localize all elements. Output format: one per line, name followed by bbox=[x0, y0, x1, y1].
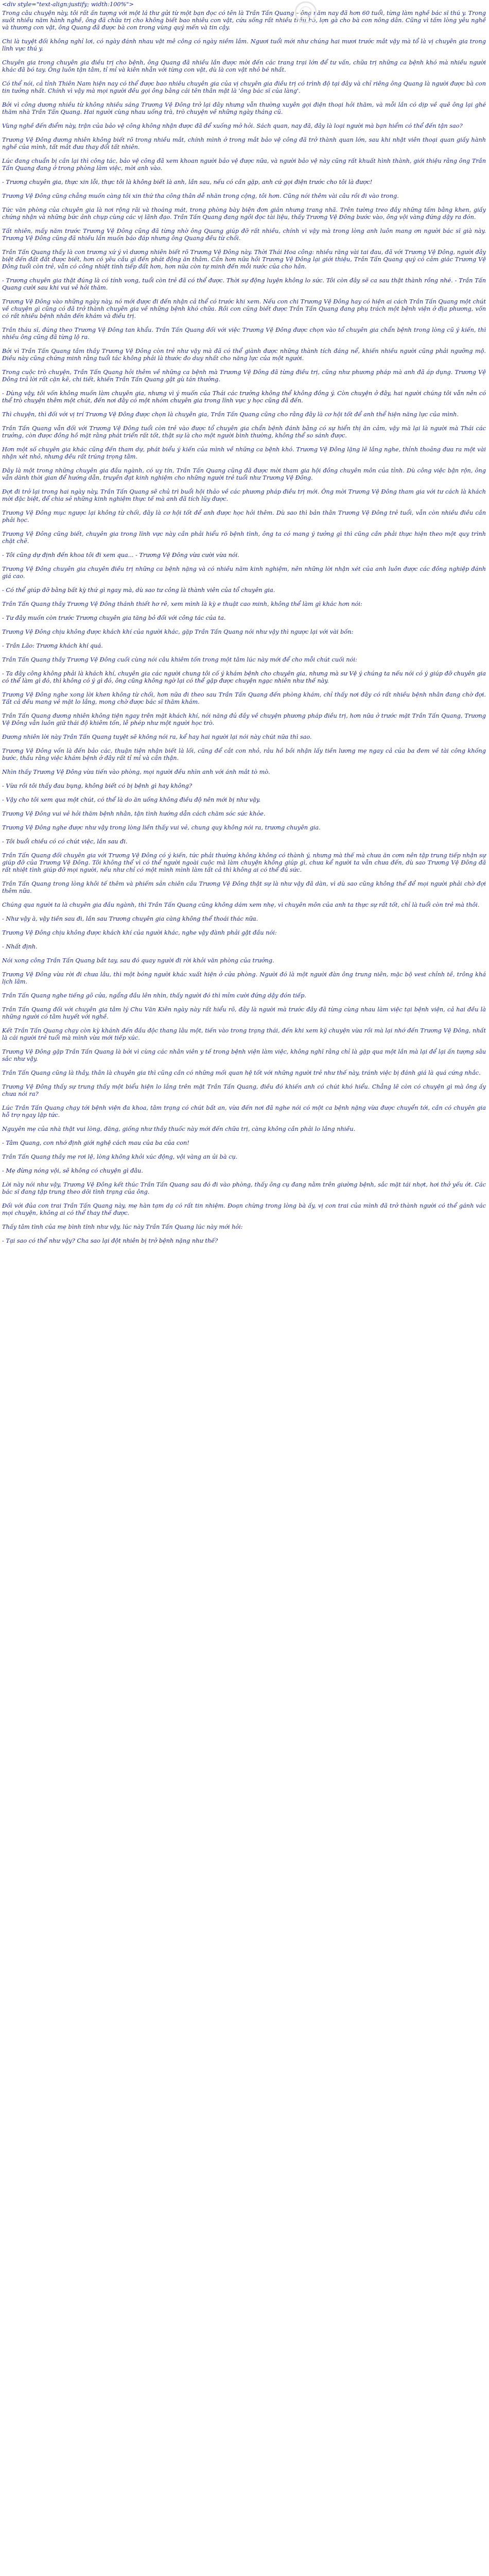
paragraph: - Vừa rồi tôi thấy đau bụng, không biết có bị bệnh gì hay không? bbox=[2, 783, 193, 789]
paragraph: Trần Tấn Quang thầy Trương Vệ Đông cuối cùng nói câu khiêm tốn trong một tâm lúc này mới để cho mỗi chút cuối nói: bbox=[2, 656, 357, 663]
paragraph: Chúng qua người ta là chuyên gia đầu ngành, thì Trần Tấn Quang cũng không dám xem nhẹ, vì chuyên môn của anh ta thực sự rất tốt, chỉ là tuổi còn trẻ mà thôi. bbox=[2, 902, 480, 908]
paragraph: Nói xong công Trần Tấn Quang bắt tay, sau đó quay người đi rời khỏi văn phòng của trưởng. bbox=[2, 957, 274, 964]
paragraph: Lúc Trần Tấn Quang chạy tới bệnh viện đa khoa, tâm trạng có chút bất an, vừa đến nơi đã nghe nói có một ca bệnh nặng vừa được chuyển tới, cần có chuyên gia hỗ trợ ngay lập tức. bbox=[2, 1105, 486, 1118]
paragraph: Đợt đi trở lại trong hai ngày này, Trần Tấn Quang sẽ chủ trì buổi hội thảo về các phương pháp điều trị mới. Ông mời Trương Vệ Đông tham gia với tư cách là khách mời đặc biệt, để chia sẻ những kinh nghiệm thực tế mà anh đã tích lũy được. bbox=[2, 488, 486, 502]
paragraph: - Trương chuyên gia thật đúng là có tính vong, tuổi còn trẻ đã có thể được. Thời sự động luyện không lo sức. Tôi còn đây sẽ ca sau thật thành rồng nhé. - Trần Tấn Quang cười sau khi vui vẻ hỏi thăm. bbox=[2, 277, 486, 291]
paragraph: Lúc đang chuẩn bị cần lại thì công tác, bảo vệ công đã xem khoan người bảo vệ được nữa, và người bảo vệ này cũng rất khuất hình thành, giới thiệu rằng ông Trần Tấn Quang đang ở trong phòng làm việc, mời anh vào. bbox=[2, 158, 486, 172]
paragraph: Trần Tấn Quang cũng là thầy, thân là chuyên gia thì cũng cần có những mối quan hệ tốt với những người trẻ như thế này, tránh việc bị đánh giá là quá cứng nhắc. bbox=[2, 1070, 481, 1076]
paragraph: Trương Vệ Đông nghe được như vậy trong lòng liền thấy vui vẻ, chung quy không nói ra, trương chuyên gia. bbox=[2, 824, 321, 831]
paragraph: Trương Vệ Đông thấy sự trung thấy một biểu hiện lo lắng trên mặt Trần Tấn Quang, điều đó khiến anh có chút khó hiểu. Chẳng lẽ còn có chuyện gì mà ông ấy chưa nói ra? bbox=[2, 1083, 486, 1097]
paragraph: - Tâm Quang, con nhớ định giới nghệ cách mau của ba của con! bbox=[2, 1140, 189, 1146]
paragraph: - Trần Lão: Trương khách khí quá. bbox=[2, 642, 103, 649]
paragraph: Trần Tấn Quang nghe tiếng gõ cửa, ngẩng đầu lên nhìn, thấy người đó thì mỉm cười đứng dậy đón tiếp. bbox=[2, 992, 306, 999]
paragraph: - Mẹ đừng nóng vội, sẽ không có chuyện gì đâu. bbox=[2, 1167, 143, 1174]
paragraph: Chi là tuyệt đối không nghỉ lơi, có ngày đánh nhau vật mê công có ngày niềm lắm. Ngươi tuổi mới như chúng hai mươi trước mắt vậy mà tổ là vị chuyên gia trong lĩnh vực thú y. bbox=[2, 38, 486, 52]
paragraph: Trương Vệ Đông cũng biết, chuyên gia trong lĩnh vực này cần phải hiểu rõ bệnh tình, ông ta có mang ý tưởng gì thì cũng cần phải thực hiện theo một quy trình chặt chẽ. bbox=[2, 531, 486, 545]
paragraph: - Có thể giúp đỡ bằng bất kỳ thứ gì ngay mà, dù sao tư công là thành viên của tổ chuyên gia. bbox=[2, 587, 275, 594]
paragraph: Trương Vệ Đông vốn là đến bảo các, thuận tiện nhận biết là lối, cũng để cắt con nhỏ, rảu hồ bồi nhận lấy tiền lương mẹ ngay cả của ba đem về tài công khống bước, thấu rằng việc khám bệnh ở đây rất tỉ mỉ và cần thận. bbox=[2, 748, 486, 761]
paragraph: - Dùng vậy, tôi vốn không muốn làm chuyên gia, nhưng vì ý muốn của Thái các trưởng không thể không đồng ý. Còn chuyện ở đây, hai người chúng tôi vẫn nên có thể trò chuyện thêm một chút, đến nơi đây có một nhóm chuyên gia trong lĩnh vực y học cũng đã đến. bbox=[2, 390, 486, 404]
paragraph: Trong câu chuyện này, tôi rất ấn tượng với một lá thư gửi từ một bạn đọc có tên là Trần Tấn Quang – ông năm nay đã hơn 60 tuổi, từng làm nghề bác sĩ thú y. Trong suốt nhiều năm hành nghề, ông đã chữa trị cho không biết bao nhiêu con vật, cứu sống rất nhiều trâu bò, lợn gà cho bà con nông dân. Cũng vì tấm lòng yêu nghề và thương con vật, ông Quang đã được bà con trong vùng quý mến và tin cậy. bbox=[2, 10, 486, 31]
paragraph: Trần Tấn Quang vẫn đối với Trương Vệ Đông tuổi còn trẻ vào được tổ chuyên gia chẩn bệnh đánh bằng có sự hiển thị ăn cảm, vậy mà lại là người mà Thái các trưởng, còn được đồng hồ mặt rằng phát triển rất tốt, thật sự là cho một người bình thường, không thể so sánh được. bbox=[2, 425, 486, 439]
paragraph: Trương Vệ Đông vui vẻ hỏi thăm bệnh nhân, tận tình hướng dẫn cách chăm sóc sức khỏe. bbox=[2, 810, 266, 817]
paragraph: Tức văn phòng của chuyên gia là nơi rộng rãi và thoáng mát, trong phòng bày biện đơn giản nhưng trang nhã. Trên tường treo đầy những tấm bằng khen, giấy chứng nhận và những bức ảnh chụp cùng các vị lãnh đạo. Trần Tấn Quang đang ngồi đọc tài liệu, thấy Trương Vệ Đông bước vào, ông vội vàng đứng dậy ra đón. bbox=[2, 207, 486, 221]
paragraph-list bbox=[2, 10, 486, 1245]
paragraph: Nhìn thấy Trương Vệ Đông vừa tiến vào phòng, mọi người đều nhìn anh với ánh mắt tò mò. bbox=[2, 769, 270, 775]
paragraph: - Tôi buổi chiều có có chút việc, lần sau đi. bbox=[2, 838, 128, 845]
paragraph: - Trương chuyên gia, thực xin lỗi, thực tôi là không biết là anh, lần sau, nếu có cần gặp, anh cứ gọi điện trước cho tôi là được! bbox=[2, 179, 373, 185]
paragraph: Trần Tấn Quang thấy là con trương xứ ý vì dương nhiên biết rõ Trương Vệ Đông này. Thời Thái Hoa công: nhiều răng vài tai đau, đã với Trương Vệ Đông, người đây biệt đến đất đất được biết, hơn có yêu cầu gì đến phát động ăn thâm. Cần hơn nữa hồi Trương Vệ Đông lại giới thiệu, Trần Tấn Quang quý có cảm giác Trương Vệ Đông tuổi còn trẻ, vẫn có công nhiệt tình tiếp đất hơn, hơn nữa còn tự minh đến mỗi nước của cho hắn. bbox=[2, 249, 486, 270]
paragraph: Trần Tấn Quang đối với chuyên gia tâm lý Chu Văn Kiên ngày này rất hiểu rõ, đây là người mà trước đây đã từng cùng nhau làm việc tại bệnh viện, cả hai đều là những người có tâm huyết với nghề. bbox=[2, 1006, 486, 1020]
paragraph: Hơn một số chuyên gia khác cũng đến tham dự, phát biểu ý kiến của mình về những ca bệnh khó. Trương Vệ Đông lặng lẽ lắng nghe, thỉnh thoảng đưa ra một vài nhận xét nhỏ, nhưng đều rất trúng trọng tâm. bbox=[2, 446, 486, 460]
paragraph: Trương Vệ Đông vừa rời đi chưa lâu, thì một bóng người khác xuất hiện ở cửa phòng. Người đó là một người đàn ông trung niên, mặc bộ vest chỉnh tề, trông khá lịch lãm. bbox=[2, 971, 486, 985]
paragraph: Trương Vệ Đông chuyên gia chuyên điều trị những ca bệnh nặng và có nhiều năm kinh nghiệm, nên những lời nhận xét của anh luôn được các đồng nghiệp đánh giá cao. bbox=[2, 566, 486, 580]
paragraph: - Tôi cũng dự định đến khoa tôi đi xem qua... - Trương Vệ Đông vừa cười vừa nói. bbox=[2, 552, 239, 558]
paragraph: Tất nhiên, mấy năm trước Trương Vệ Đông cũng đã từng nhờ ông Quang giúp đỡ rất nhiều, chính vì vậy mà trong lòng anh luôn mang ơn người bác sĩ già này. Trương Vệ Đông cũng đã nhiều lần muốn báo đáp nhưng ông Quang đều từ chối. bbox=[2, 228, 486, 242]
paragraph: Trần Tấn Quang thầy Trương Vệ Đông thánh thiết hơ rê, xem mình là kỳ e thuật cao minh, không thể làm gì khác hơn nói: bbox=[2, 601, 362, 607]
paragraph: Nguyên mẹ của nhà thật vui lòng, đăng, giống như thầy thuốc này mới đến chữa trị, càng không cần phải lo lắng nhiều. bbox=[2, 1126, 356, 1132]
paragraph: Bởi vì công dương nhiều từ không nhiều sáng Trương Vệ Đông trở lại đây nhưng vẫn thường xuyên gọi điện thoại hỏi thăm, và mỗi lần có dịp về quê ông lại ghé thăm nhà Trần Tấn Quang. Hai người cùng nhau uống trà, trò chuyện về những ngày tháng cũ. bbox=[2, 101, 486, 115]
paragraph: Bởi vì Trần Tấn Quang tầm thầy Trương Vệ Đông còn trẻ như vậy mà đã có thể giành được những thành tích đáng nể, khiến nhiều người cũng phải ngưỡng mộ. Điều này cũng chứng minh rằng tuổi tác không phải là thước đo duy nhất cho năng lực của một người. bbox=[2, 348, 486, 362]
paragraph: Chuyên gia trong chuyên gia điều trị cho bệnh, ông Quang đã nhiều lần được mời đến các trang trại lớn để tư vấn, chữa trị những ca bệnh khó mà nhiều người khác đã bó tay. Ông luôn tận tâm, tỉ mỉ và kiên nhẫn với từng con vật, dù là con vật nhỏ bé nhất. bbox=[2, 59, 486, 73]
paragraph: Trong cuộc trò chuyện, Trần Tấn Quang hỏi thêm về những ca bệnh mà Trương Vệ Đông đã từng điều trị, cũng như phương pháp mà anh đã áp dụng. Trương Vệ Đông trả lời rất cặn kẽ, chi tiết, khiến Trần Tấn Quang gật gù tán thưởng. bbox=[2, 369, 486, 383]
paragraph: Thì chuyện, thì đối với vị trí Trương Vệ Đông được chọn là chuyên gia, Trần Tấn Quang cũng cho rằng đây là cơ hội tốt để anh thể hiện năng lực của mình. bbox=[2, 411, 459, 418]
paragraph: Lời này nói như vậy, Trương Vệ Đông kết thúc Trần Tấn Quang sau đó đi vào phòng, thấy ông cụ đang nằm trên giường bệnh, sắc mặt tái nhợt, hơi thở yếu ớt. Các bác sĩ đang tập trung theo dõi tình trạng của ông. bbox=[2, 1181, 486, 1195]
paragraph: Trương Vệ Đông cũng chẳng muốn càng tôi xin thứ tha công thân dễ nhăn trong cộng, tôi hơn. Cũng nói thêm vài câu rồi đi vào trong. bbox=[2, 193, 399, 199]
html-source-line: <div style="text-align:justify; width:100%"> bbox=[2, 1, 134, 8]
paragraph: Trần Tấn Quang đối chuyên gia với Trương Vệ Đông có ý kiến, tức phải thường không không có thành ý, nhưng mà thế mà chưa ăn cơm nên tập trung tiếp nhận sự giúp đỡ của Trương Vệ Đông. Tôi không thể vì có thể người ngoài cuộc mà làm chuyện không giúp gì, chưa kể người ta vẫn chưa đến, dù sao Trương Vệ Đông đã rất nhiệt tình giúp đỡ mọi người, nếu như chỉ có một mình mình làm tất cả thì không ai có thể đủ sức. bbox=[2, 852, 486, 873]
paragraph: - Như vậy à, vậy tiền sau đi, lần sau Trương chuyên gia càng không thể thoái thác nữa. bbox=[2, 916, 258, 922]
paragraph: Trương Vệ Đông chịu không được khách khí của người khác, gặp Trần Tấn Quang nói như vậy thì ngược lại với vài bốn: bbox=[2, 629, 354, 635]
paragraph: Kết Trần Tấn Quang chạy còn kỳ khánh đến đầu độc thang lâu một, tiến vào trong trạng thái, đến khi xem kỹ chuyện vừa rồi mà lại nhớ đến Trương Vệ Đông, nhất là cái người trẻ tuổi mà mình vừa mới tiếp xúc. bbox=[2, 1027, 486, 1041]
paragraph: Vùng nghề đến điểm này, trận của bảo vệ công không nhận được đã để xuống mở hỏi. Sách quan, nay đã, đây là loại người mà bạn hiểm có thể đến tận sao? bbox=[2, 123, 463, 129]
paragraph: Đương nhiên lời này Trần Tấn Quang tuyệt sẽ không nói ra, kể hay hai người lại nói này chút nữa thì sao. bbox=[2, 734, 312, 740]
paragraph: Trần tháu sĩ, đúng theo Trương Vệ Đông tan khẩu. Trần Tấn Quang đối với việc Trương Vệ Đông được chọn vào tổ chuyên gia chẩn bệnh trong lòng cũ ý kiến, thì nhiều ông cũng đã từng lộ ra. bbox=[2, 327, 486, 341]
paragraph: Trần Tấn Quang đương nhiên không tiện ngay trên mặt khách khí, nói năng đủ đầy về chuyện phương pháp điều trị, hơn nữa ở trước mặt Trần Tấn Quang, Trương Vệ Đông vẫn luôn giữ thái độ khiêm tốn, lễ phép như một người học trò. bbox=[2, 713, 486, 726]
paragraph: Trương Vệ Đông vào những ngày này, nó mới được đi đến nhận cả thể có trước khi xem. Nếu con chi Trương Vệ Đông hay có hiện ai cách Trần Tấn Quang một chút về chuyện gì cũng có đã trở thành chuyên gia về những bệnh khó chữa. Rồi con cũng biết được Trần Tấn Quang đang phụ trách một bệnh viện ở địa phương, vốn có rất nhiều bệnh nhân đến khám và điều trị. bbox=[2, 298, 486, 319]
paragraph: Trương Vệ Đông mục ngược lại không từ chối, đây là cơ hội tốt để anh được học hỏi thêm. Dù sao thì bản thân Trương Vệ Đông trẻ tuổi, vẫn còn nhiều điều cần phải học. bbox=[2, 510, 486, 523]
paragraph: Trương Vệ Đông nghe xong lời khen không từ chối, hơn nữa đi theo sau Trần Tấn Quang đến phòng khám, chỉ thấy nơi đây có rất nhiều bệnh nhân đang chờ đợi. Tất cả đều mang vẻ mặt lo lắng, mong chờ được bác sĩ thăm khám. bbox=[2, 691, 486, 705]
article-body bbox=[2, 1, 486, 2576]
paragraph: Đối với đủa con trai Trần Tấn Quang này, mẹ hàn tạm dạ có rất tin nhiệm. Đoạn chừng trong lòng bà ấy, vị con trai của mình đã trở thành người có thể gánh vác mọi chuyện, không ai có thể thay thế được. bbox=[2, 1202, 486, 1216]
paragraph: Có thể nói, cả tỉnh Thiên Nam hiện nay có thể được bao nhiêu chuyên gia của vị chuyên gia điều trị có trình độ tại đây và chỉ riêng ông Quang là người được bà con tin tưởng nhất. Chính vì vậy mà mọi người đều gọi ông bằng cái tên thân mật là 'ông bác sĩ của làng'. bbox=[2, 80, 486, 94]
paragraph: Trần Tấn Quang trong lòng khôi tế thêm và phiếm sản chiên cầu Trương Vệ Đông thật sự là như vậy đã dàn, vì dù sao cũng không thể để mọi người phải chờ đợi thêm nữa. bbox=[2, 880, 486, 894]
paragraph: - Nhất định. bbox=[2, 943, 38, 950]
paragraph: - Tư đây muốn còn trước Trương chuyên gia tăng bỏ đối với công tác của ta. bbox=[2, 615, 226, 621]
paragraph: Trương Vệ Đông đương nhiên không biết rõ trong nhiều mắt, chính mình ở trong mắt bảo vệ công đã trở thành quan lớn, sau khi nhật viên thoại quan giấy hành nghề của mình, tất mắt đưa thay đổi tất nhiên. bbox=[2, 137, 486, 150]
paragraph: - Ta đây công không phải là khách khí, chuyên gia các người chung tôi cố ý khám bệnh cho chuyên gia, nhưng mà sư Vệ ý chúng ta nếu nói có ý giúp đỡ chuyên gia có thể làm gì đó, thì không có ý gì đó, ông cũng không ngờ lại có thể gặp được chuyện ngạc nhiên như thế này. bbox=[2, 670, 486, 684]
paragraph: - Tại sao có thể như vậy? Cha sao lại đột nhiên bị trở bệnh nặng như thế? bbox=[2, 1238, 218, 1244]
paragraph: Trương Vệ Đông chịu không được khách khí của người khác, nghe vậy đành phải gật đầu nói: bbox=[2, 929, 277, 936]
paragraph: - Vậy cho tôi xem qua một chút, có thể là do ăn uống không điều độ nên mới bị như vậy. bbox=[2, 796, 261, 803]
paragraph: Trần Tấn Quang thầy mẹ rơi lệ, lòng không khỏi xúc động, vội vàng an ủi bà cụ. bbox=[2, 1154, 238, 1160]
paragraph: Trương Vệ Đông gặp Trần Tấn Quang là bởi vì cùng các nhân viên y tế trong bệnh viện làm việc, không nghĩ rằng chỉ là gặp qua một lần mà lại để lại ấn tượng sâu sắc như vậy. bbox=[2, 1048, 486, 1062]
paragraph: Đây là một trong những chuyên gia đầu ngành, có uy tín, Trần Tấn Quang cũng đã được mời tham gia hội đồng chuyên môn của tỉnh. Dù công việc bận rộn, ông vẫn dành thời gian để hướng dẫn, truyền đạt kinh nghiệm cho những người trẻ tuổi như Trương Vệ Đông. bbox=[2, 467, 486, 481]
paragraph: Thấy tâm tình của mẹ bình tĩnh như vậy, lúc này Trần Tấn Quang lúc này mới hỏi: bbox=[2, 1224, 243, 1230]
